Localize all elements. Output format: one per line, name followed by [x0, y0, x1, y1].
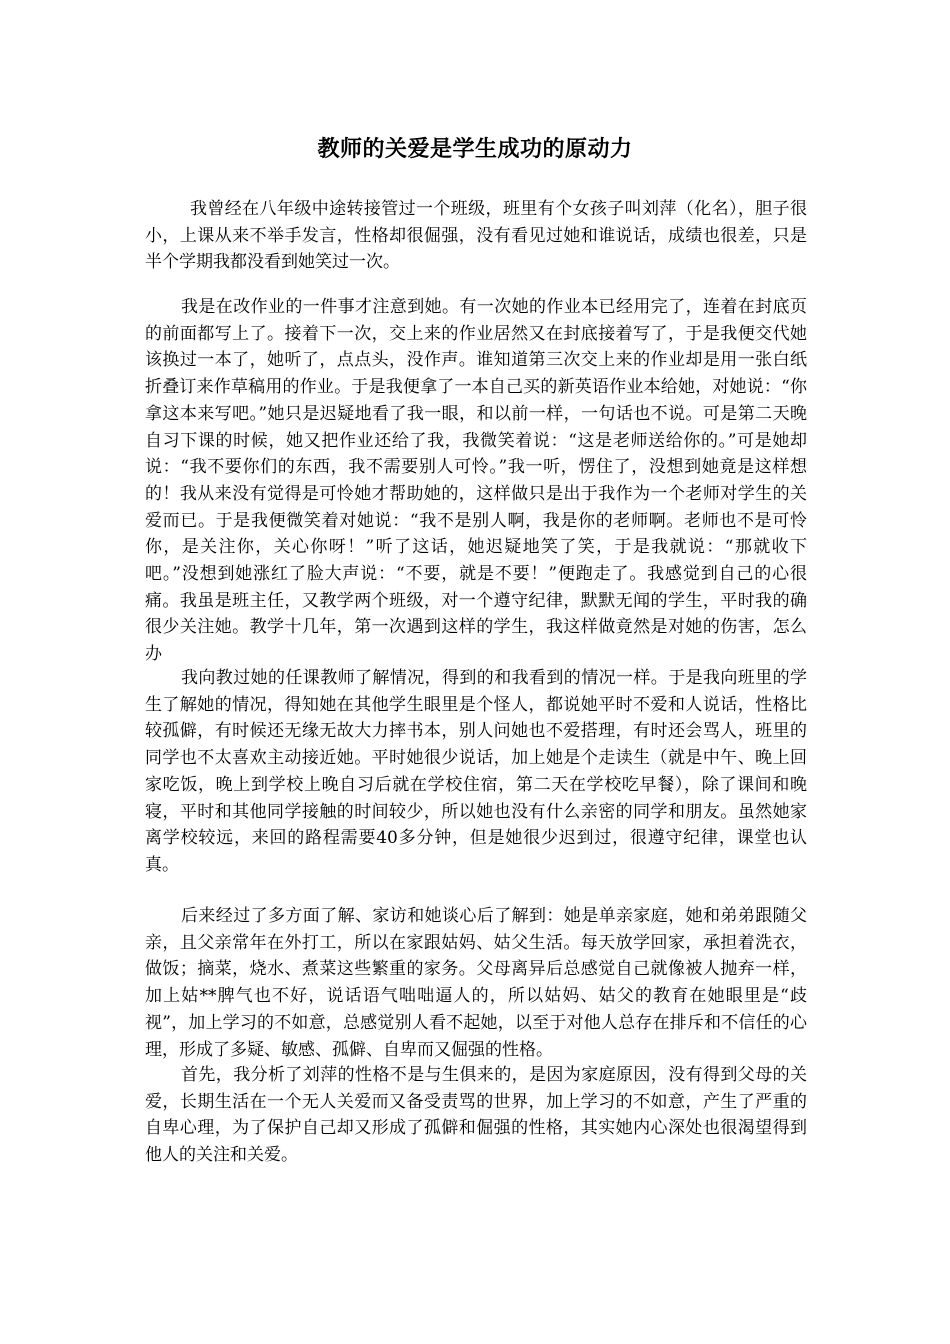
- paragraph-5: 首先，我分析了刘萍的性格不是与生俱来的，是因为家庭原因，没有得到父母的关爱，长期生活在一个无人关爱而又备受责骂的世界，加上学习的不如意，产生了严重的自卑心理，为了保护自己却又形成了孤僻和倔强的性格，其实她内心深处也很渴望得到他人的关注和关爱。: [145, 1065, 807, 1166]
- document-title: 教师的关爱是学生成功的原动力: [317, 136, 633, 162]
- paragraph-2: 我是在改作业的一件事才注意到她。有一次她的作业本已经用完了，连着在封底页的前面都写上了。接着下一次，交上来的作业居然又在封底接着写了，于是我便交代她该换过一本了，她听了，点点头，没作声。谁知道第三次交上来的作业却是用一张白纸折叠订来作草稿用的作业。于是我便拿了一本自己买的新英语作业本给她，对她说：“你拿这本来写吧。”她只是迟疑地看了我一眼，和以前一样，一句话也不说。可是第二天晚自习下课的时候，她又把作业还给了我，我微笑着说：“这是老师送给你的。”可是她却说：“我不要你们的东西，我不需要别人可怜。”我一听，愣住了，没想到她竟是这样想的！我从来没有觉得是可怜她才帮助她的，这样做只是出于我作为一个老师对学生的关爱而已。于是我便微笑着对她说：“我不是别人啊，我是你的老师啊。老师也不是可怜你，是关注你，关心你呀！”听了这话，她迟疑地笑了笑，于是我就说：“那就收下吧。”没想到她涨红了脸大声说：“不要，就是不要！”便跑走了。我感觉到自己的心很痛。我虽是班主任，又教学两个班级，对一个遵守纪律，默默无闻的学生，平时我的确很少关注她。教学十几年，第一次遇到这样的学生，我这样做竟然是对她的伤害，怎么办: [145, 297, 807, 665]
- paragraph-3: 我向教过她的任课教师了解情况，得到的和我看到的情况一样。于是我向班里的学生了解她的情况，得知她在其他学生眼里是个怪人，都说她平时不爱和人说话，性格比较孤僻，有时候还无缘无故大力摔书本，别人问她也不爱搭理，有时还会骂人，班里的同学也不太喜欢主动接近她。平时她很少说话，加上她是个走读生（就是中午、晚上回家吃饭，晚上到学校上晚自习后就在学校住宿，第二天在学校吃早餐），除了课间和晚寝，平时和其他同学接触的时间较少，所以她也没有什么亲密的同学和朋友。虽然她家离学校较远，来回的路程需要40多分钟，但是她很少迟到过，很遵守纪律，课堂也认真。: [145, 668, 807, 875]
- paragraph-1: 我曾经在八年级中途转接管过一个班级，班里有个女孩子叫刘萍（化名），胆子很小，上课从来不举手发言，性格却很倔强，没有看见过她和谁说话，成绩也很差，只是半个学期我都没看到她笑过一次。: [145, 199, 807, 273]
- paragraph-4: 后来经过了多方面了解、家访和她谈心后了解到：她是单亲家庭，她和弟弟跟随父亲，且父亲常年在外打工，所以在家跟姑妈、姑父生活。每天放学回家，承担着洗衣，做饭；摘菜，烧水、煮菜这些繁重的家务。父母离异后总感觉自己就像被人抛弃一样，加上姑**脾气也不好，说话语气咄咄逼人的，所以姑妈、姑父的教育在她眼里是“歧视”，加上学习的不如意，总感觉别人看不起她，以至于对他人总存在排斥和不信任的心理，形成了多疑、敏感、孤僻、自卑而又倔强的性格。: [145, 906, 807, 1060]
